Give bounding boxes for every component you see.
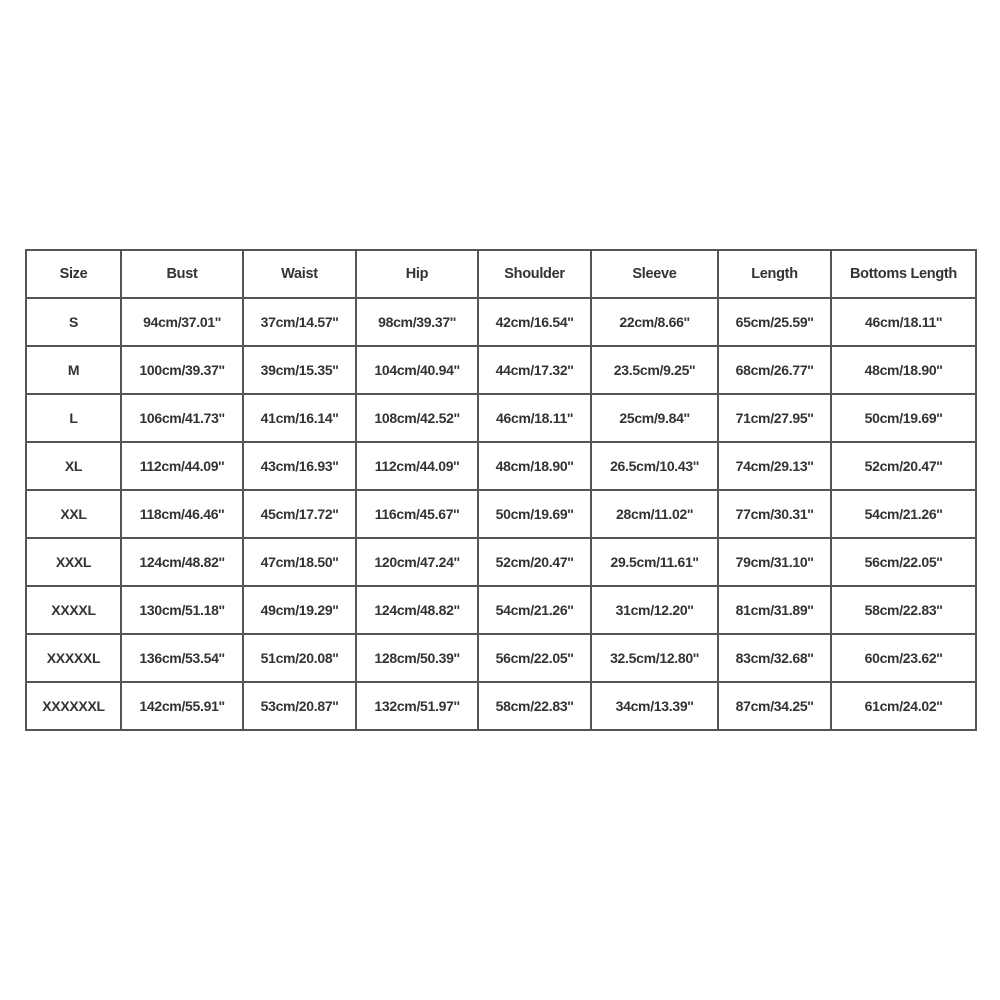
table-cell: 31cm/12.20'' (591, 586, 718, 634)
table-cell: 25cm/9.84'' (591, 394, 718, 442)
header-cell: Size (26, 250, 121, 298)
table-cell: 52cm/20.47'' (478, 538, 591, 586)
table-cell: XXL (26, 490, 121, 538)
table-cell: 32.5cm/12.80'' (591, 634, 718, 682)
table-cell: 53cm/20.87'' (243, 682, 356, 730)
header-cell: Bottoms Length (831, 250, 976, 298)
table-cell: 56cm/22.05'' (831, 538, 976, 586)
table-cell: 108cm/42.52'' (356, 394, 478, 442)
table-row (26, 346, 976, 394)
table-cell: 43cm/16.93'' (243, 442, 356, 490)
table-cell: 87cm/34.25'' (718, 682, 831, 730)
table-cell: 120cm/47.24'' (356, 538, 478, 586)
table-cell: 26.5cm/10.43'' (591, 442, 718, 490)
header-cell: Length (718, 250, 831, 298)
table-cell: 46cm/18.11'' (831, 298, 976, 346)
table-row (26, 298, 976, 346)
table-cell: XXXL (26, 538, 121, 586)
table-cell: XL (26, 442, 121, 490)
table-cell: XXXXXL (26, 634, 121, 682)
table-cell: 112cm/44.09'' (356, 442, 478, 490)
table-cell: 41cm/16.14'' (243, 394, 356, 442)
table-cell: L (26, 394, 121, 442)
table-row (26, 394, 976, 442)
table-cell: 79cm/31.10'' (718, 538, 831, 586)
table-cell: 50cm/19.69'' (831, 394, 976, 442)
table-cell: 48cm/18.90'' (478, 442, 591, 490)
table-cell: 51cm/20.08'' (243, 634, 356, 682)
table-cell: 54cm/21.26'' (831, 490, 976, 538)
table-cell: 37cm/14.57'' (243, 298, 356, 346)
table-cell: 58cm/22.83'' (831, 586, 976, 634)
table-row (26, 538, 976, 586)
table-cell: 128cm/50.39'' (356, 634, 478, 682)
header-row (26, 250, 976, 298)
table-cell: 23.5cm/9.25'' (591, 346, 718, 394)
table-cell: 132cm/51.97'' (356, 682, 478, 730)
table-row (26, 586, 976, 634)
table-cell: 44cm/17.32'' (478, 346, 591, 394)
table-cell: 42cm/16.54'' (478, 298, 591, 346)
table-cell: 77cm/30.31'' (718, 490, 831, 538)
table-cell: 48cm/18.90'' (831, 346, 976, 394)
table-cell: 83cm/32.68'' (718, 634, 831, 682)
table-cell: 104cm/40.94'' (356, 346, 478, 394)
table-cell: 71cm/27.95'' (718, 394, 831, 442)
header-cell: Bust (121, 250, 243, 298)
table-cell: 56cm/22.05'' (478, 634, 591, 682)
table-cell: 60cm/23.62'' (831, 634, 976, 682)
table-cell: 34cm/13.39'' (591, 682, 718, 730)
table-cell: 52cm/20.47'' (831, 442, 976, 490)
table-cell: 98cm/39.37'' (356, 298, 478, 346)
size-chart-table (25, 249, 977, 731)
table-cell: 124cm/48.82'' (121, 538, 243, 586)
table-cell: 28cm/11.02'' (591, 490, 718, 538)
table-cell: 29.5cm/11.61'' (591, 538, 718, 586)
table-cell: 112cm/44.09'' (121, 442, 243, 490)
table-cell: 74cm/29.13'' (718, 442, 831, 490)
table-cell: 45cm/17.72'' (243, 490, 356, 538)
table-cell: M (26, 346, 121, 394)
table-cell: 142cm/55.91'' (121, 682, 243, 730)
table-cell: 118cm/46.46'' (121, 490, 243, 538)
table-cell: XXXXL (26, 586, 121, 634)
table-cell: 100cm/39.37'' (121, 346, 243, 394)
table-cell: 94cm/37.01'' (121, 298, 243, 346)
table-cell: 54cm/21.26'' (478, 586, 591, 634)
table-row (26, 490, 976, 538)
table-row (26, 634, 976, 682)
table-cell: 22cm/8.66'' (591, 298, 718, 346)
table-cell: 130cm/51.18'' (121, 586, 243, 634)
table-cell: S (26, 298, 121, 346)
table-cell: 124cm/48.82'' (356, 586, 478, 634)
table-row (26, 442, 976, 490)
table-cell: 116cm/45.67'' (356, 490, 478, 538)
table-cell: 61cm/24.02'' (831, 682, 976, 730)
header-cell: Waist (243, 250, 356, 298)
header-cell: Shoulder (478, 250, 591, 298)
header-cell: Hip (356, 250, 478, 298)
table-cell: 58cm/22.83'' (478, 682, 591, 730)
table-cell: 49cm/19.29'' (243, 586, 356, 634)
table-cell: 81cm/31.89'' (718, 586, 831, 634)
table-cell: XXXXXXL (26, 682, 121, 730)
table-cell: 50cm/19.69'' (478, 490, 591, 538)
table-cell: 46cm/18.11'' (478, 394, 591, 442)
table-cell: 39cm/15.35'' (243, 346, 356, 394)
table-cell: 65cm/25.59'' (718, 298, 831, 346)
table-cell: 68cm/26.77'' (718, 346, 831, 394)
header-cell: Sleeve (591, 250, 718, 298)
table-cell: 106cm/41.73'' (121, 394, 243, 442)
table-cell: 47cm/18.50'' (243, 538, 356, 586)
table-cell: 136cm/53.54'' (121, 634, 243, 682)
table-row (26, 682, 976, 730)
